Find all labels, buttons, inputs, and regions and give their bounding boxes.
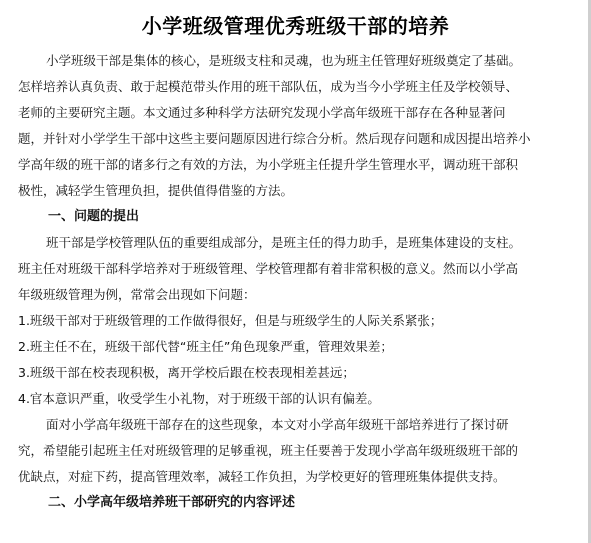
list-item: 4.官本意识严重，收受学生小礼物，对于班级干部的认识有偏差。 <box>18 391 380 406</box>
section-heading: 一、问题的提出 <box>48 209 140 224</box>
section-heading: 二、小学高年级培养班干部研究的内容评述 <box>48 495 296 510</box>
paragraph-line: 面对小学高年级班干部存在的这些现象，本文对小学高年级班干部培养进行了探讨研 <box>46 417 509 432</box>
paragraph-line: 年级班级管理为例，常常会出现如下问题： <box>18 287 256 302</box>
document-body <box>18 48 586 516</box>
paragraph-line: 班干部是学校管理队伍的重要组成部分，是班主任的得力助手，是班集体建设的支柱。 <box>46 235 522 250</box>
list-item: 2.班主任不在，班级干部代替“班主任”角色现象严重，管理效果差； <box>18 339 393 354</box>
paragraph-line: 优缺点，对症下药，提高管理效率，减轻工作负担，为学校更好的管理班集体提供支持。 <box>18 469 506 484</box>
intro-line: 极性，减轻学生管理负担，提供值得借鉴的方法。 <box>18 183 294 198</box>
paragraph-line: 究，希望能引起班主任对班级管理的足够重视，班主任要善于发现小学高年级班级班干部的 <box>18 443 519 458</box>
intro-line: 学高年级的班干部的诸多行之有效的方法，为小学班主任提升学生管理水平，调动班干部积 <box>18 157 519 172</box>
intro-line: 老师的主要研究主题。本文通过多种科学方法研究发现小学高年级班干部存在各种显著问 <box>18 105 506 120</box>
list-item: 1.班级干部对于班级管理的工作做得很好，但是与班级学生的人际关系紧张； <box>18 313 443 328</box>
list-item: 3.班级干部在校表现积极，离开学校后跟在校表现相差甚远； <box>18 365 355 380</box>
document-title: 小学班级管理优秀班级干部的培养 <box>141 14 450 38</box>
intro-line: 小学班级干部是集体的核心，是班级支柱和灵魂，也为班主任管理好班级奠定了基础。 <box>46 53 522 68</box>
paragraph-line: 班主任对班级干部科学培养对于班级管理、学校管理都有着非常积极的意义。然而以小学高 <box>18 261 519 276</box>
intro-line: 怎样培养认真负责、敢于起模范带头作用的班干部队伍，成为当今小学班主任及学校领导、 <box>18 79 519 94</box>
intro-line: 题，并针对小学学生干部中这些主要问题原因进行综合分析。然后现存问题和成因提出培养小 <box>18 131 531 146</box>
